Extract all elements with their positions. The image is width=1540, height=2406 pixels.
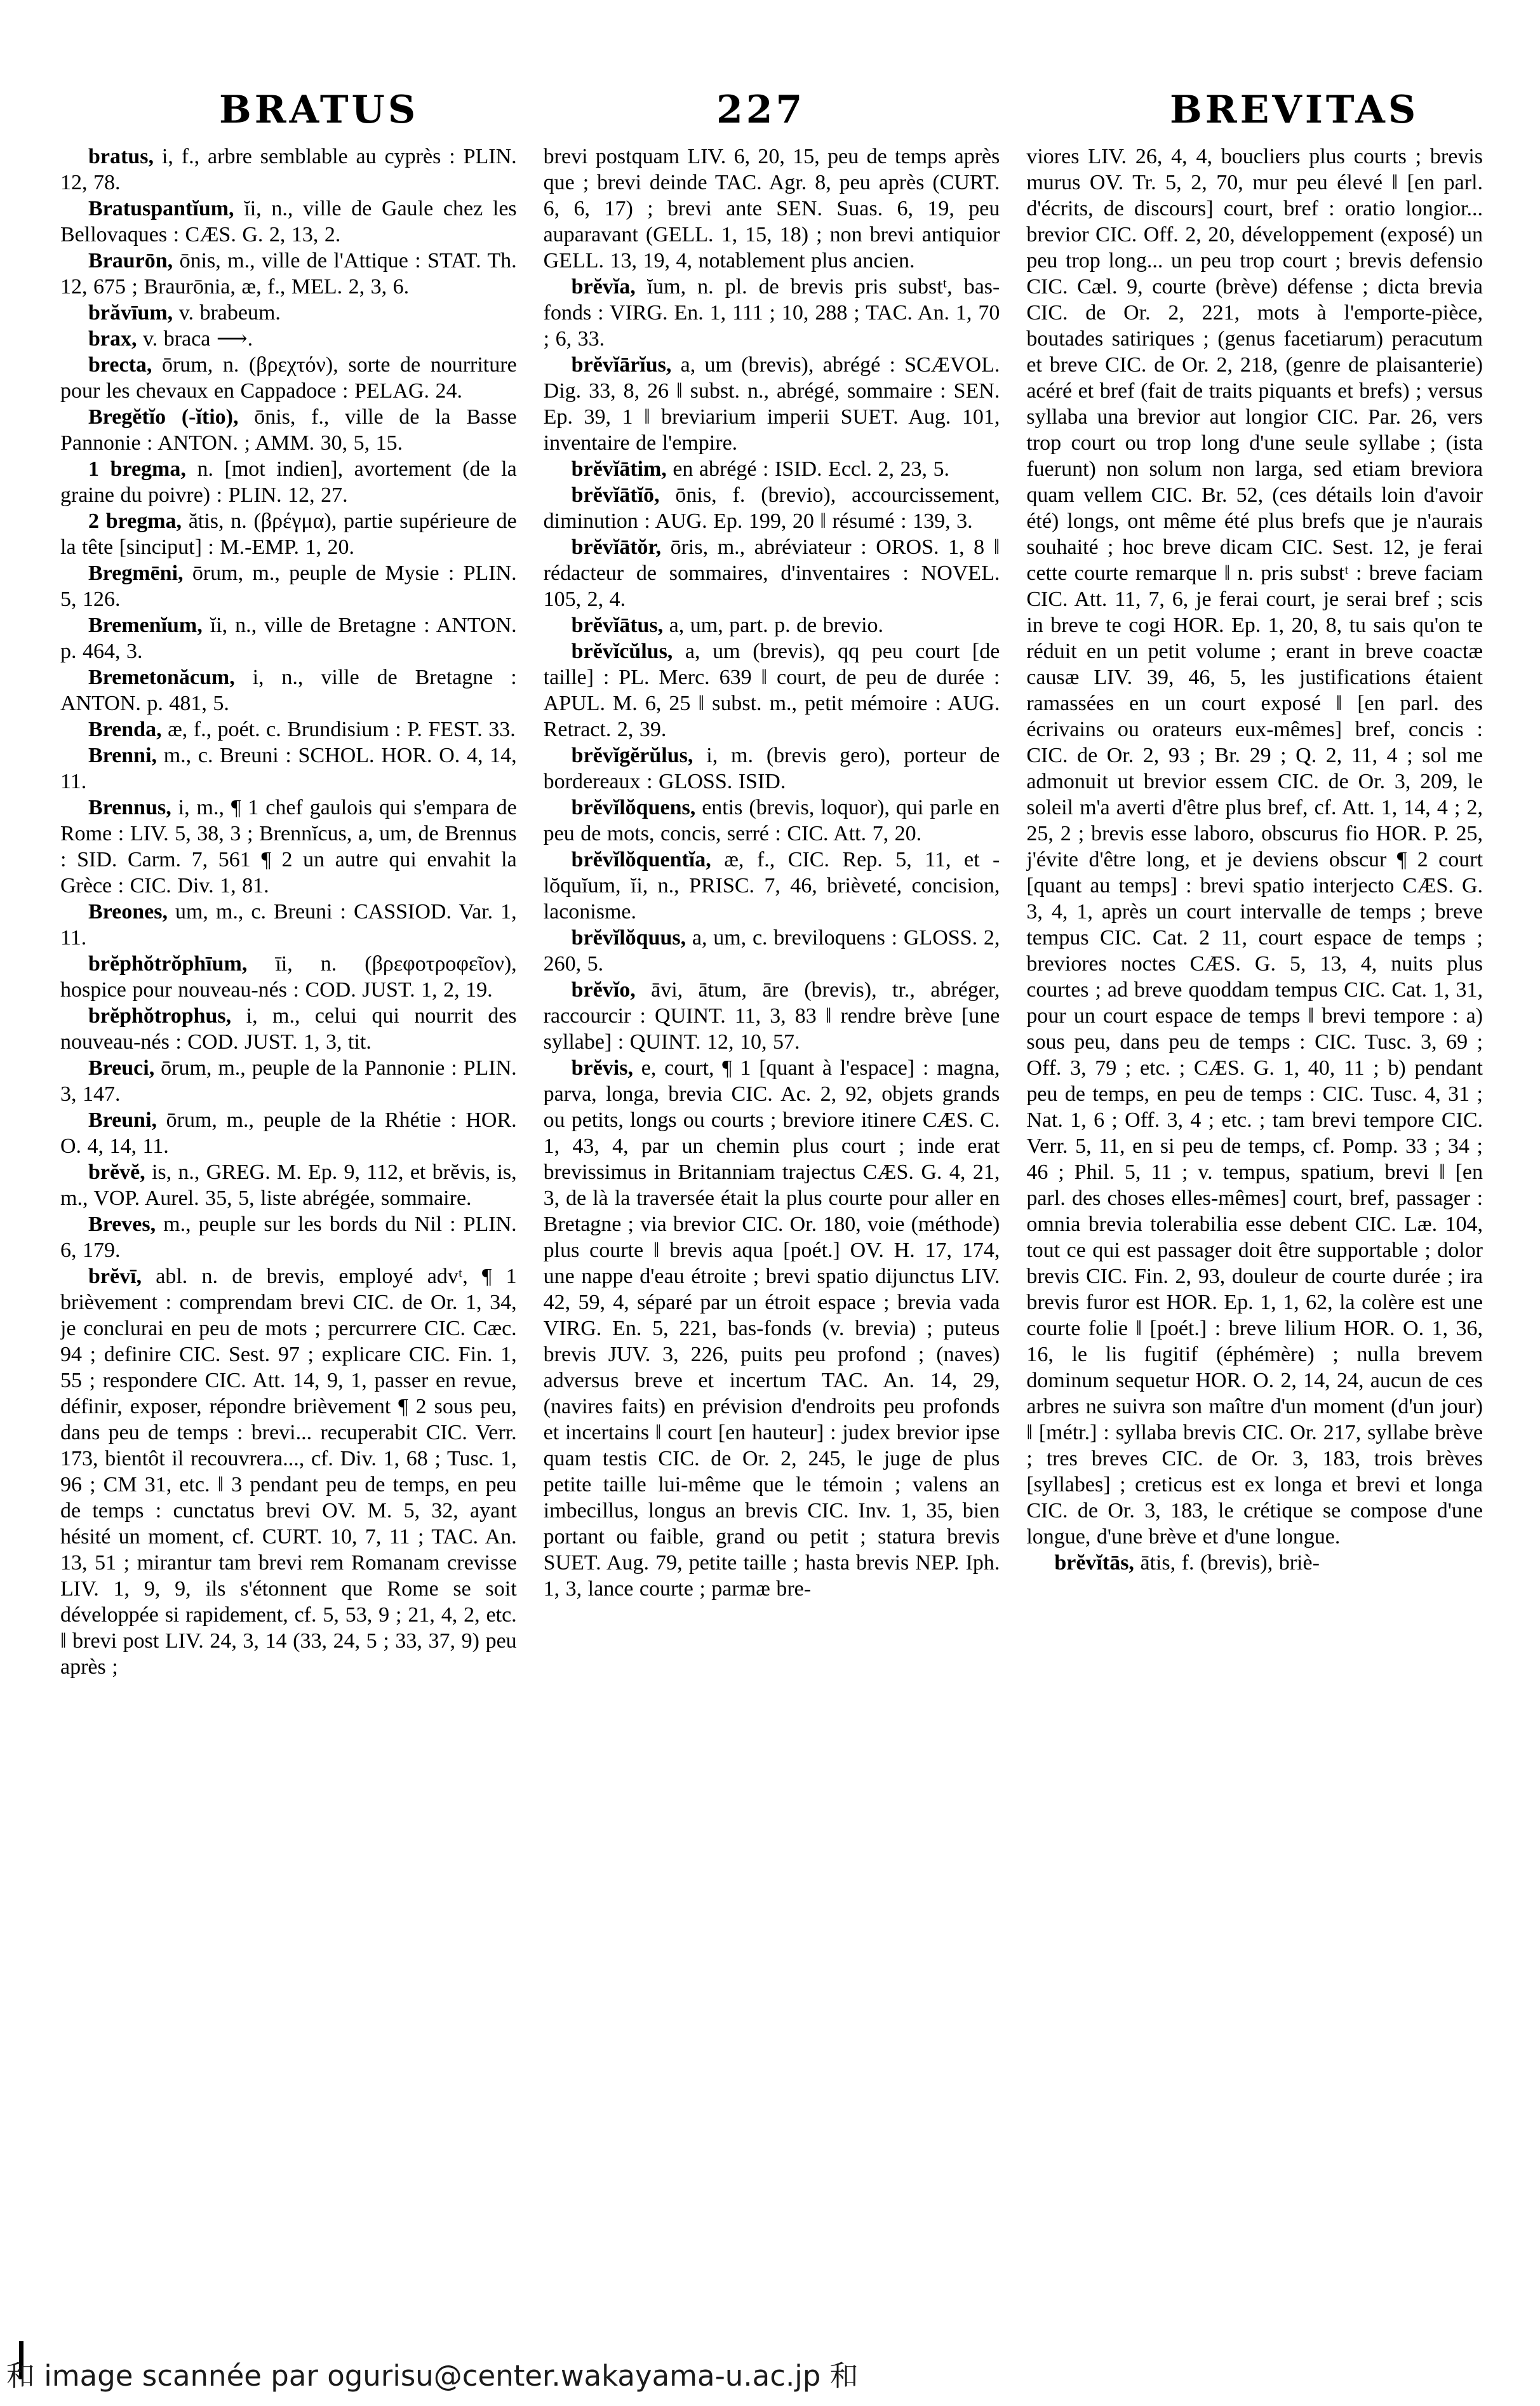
- entry-text: m., peuple sur les bords du Nil : PLIN. 6, 179.: [60, 1213, 517, 1262]
- dictionary-entry: [544, 352, 1000, 456]
- entry-headword: brĕvĭcŭlus,: [571, 640, 673, 663]
- entry-headword: brĕvĭātus,: [571, 614, 664, 637]
- entry-text: i, m. (brevis gero), porteur de bordereaux : GLOSS. ISID.: [543, 744, 1000, 793]
- entry-headword: brĕphŏtrophus,: [88, 1004, 232, 1028]
- column-3: [1026, 144, 1483, 2336]
- dictionary-entry: [60, 300, 517, 326]
- entry-headword: brĕvĭlŏquus,: [571, 926, 686, 950]
- entry-headword: brĕvĭātĭō,: [571, 483, 660, 507]
- dictionary-entry: [544, 638, 1000, 743]
- entry-headword: Bremetonăcum,: [88, 666, 235, 689]
- entry-text: ătis, n. (βρέγμα), partie supérieure de la tête [sinciput] : M.-EMP. 1, 20.: [60, 509, 517, 559]
- entry-headword: Bremenĭum,: [88, 614, 203, 637]
- dictionary-entry: [60, 248, 517, 300]
- entry-headword: Bregmēni,: [88, 561, 184, 585]
- entry-continuation: [544, 144, 1000, 274]
- entry-text: æ, f., CIC. Rep. 5, 11, et -lŏquĭum, ĭi, n., PRISC. 7, 46, brièveté, concision, laconisme.: [543, 848, 1000, 924]
- entry-text: ōrum, m., peuple de la Rhétie : HOR. O. 4, 14, 11.: [60, 1108, 517, 1158]
- entry-text: ĭum, n. pl. de brevis pris substᵗ, bas-fonds : VIRG. En. 1, 111 ; 10, 288 ; TAC. An. 1, 70 ; 6, 33.: [543, 275, 1000, 351]
- entry-text: a, um, c. breviloquens : GLOSS. 2, 260, 5.: [543, 926, 1000, 976]
- entry-headword: Brenni,: [88, 744, 157, 767]
- entry-headword: brĕvĭlŏquentĭa,: [571, 848, 711, 871]
- column-1: [60, 144, 517, 2336]
- entry-headword: brĕvĕ,: [88, 1160, 145, 1184]
- entry-headword: brĕvĭa,: [571, 275, 636, 299]
- dictionary-entry: [544, 534, 1000, 612]
- entry-headword: brĕvĭātŏr,: [571, 535, 662, 559]
- entry-headword: brĕvĭtās,: [1054, 1551, 1134, 1575]
- entry-headword: brĕvī,: [88, 1265, 142, 1288]
- dictionary-entry: [544, 482, 1000, 534]
- entry-headword: brĕvĭārĭus,: [571, 353, 672, 377]
- entry-text: i, m., celui qui nourrit des nouveau-nés : COD. JUST. 1, 3, tit.: [60, 1004, 517, 1054]
- entry-text: i, m., ¶ 1 chef gaulois qui s'empara de Rome : LIV. 5, 38, 3 ; Brennĭcus, a, um, de Brennus : SID. Carm. 7, 561 ¶ 2 un autre qui envahit la Grèce : CIC. Div. 1, 81.: [60, 796, 517, 897]
- entry-text: en abrégé : ISID. Eccl. 2, 23, 5.: [666, 457, 949, 481]
- dictionary-entry: [544, 274, 1000, 352]
- entry-text: i, f., arbre semblable au cyprès : PLIN. 12, 78.: [60, 145, 517, 194]
- entry-headword: Breones,: [88, 900, 168, 924]
- entry-text: īi, n. (βρεφοτροφεῖον), hospice pour nouveau-nés : COD. JUST. 1, 2, 19.: [60, 952, 517, 1002]
- entry-text: a, um (brevis), qq peu court [de taille] : PL. Merc. 639 ‖ court, de peu de durée : APUL. M. 6, 25 ‖ subst. m., petit mémoire : AUG. Retract. 2, 39.: [543, 640, 1000, 741]
- entry-text: entis (brevis, loquor), qui parle en peu de mots, concis, serré : CIC. Att. 7, 20.: [543, 796, 1000, 845]
- dictionary-entry: [544, 925, 1000, 977]
- entry-text: āvi, ātum, āre (brevis), tr., abréger, raccourcir : QUINT. 11, 3, 83 ‖ rendre brève [une syllabe] : QUINT. 12, 10, 57.: [543, 978, 1000, 1054]
- entry-text: i, n., ville de Bretagne : ANTON. p. 481, 5.: [60, 666, 517, 715]
- dictionary-entry: [60, 899, 517, 951]
- entry-text: ōrum, m., peuple de la Pannonie : PLIN. 3, 147.: [60, 1056, 517, 1106]
- dictionary-entry: [60, 326, 517, 352]
- dictionary-entry: [60, 664, 517, 716]
- entry-headword: brĕphŏtrŏphīum,: [88, 952, 248, 976]
- dictionary-entry: [60, 951, 517, 1003]
- dictionary-entry: [60, 560, 517, 612]
- dictionary-entry: [60, 1263, 517, 1680]
- entry-text: ātis, f. (brevis), briè-: [1134, 1551, 1320, 1575]
- text-columns: [60, 144, 1483, 2336]
- entry-headword: Breuci,: [88, 1056, 155, 1080]
- entry-text: ōnis, f. (brevio), accourcissement, diminution : AUG. Ep. 199, 20 ‖ résumé : 139, 3.: [543, 483, 1000, 533]
- entry-headword: brĕvĭo,: [571, 978, 636, 1002]
- dictionary-entry: [544, 456, 1000, 482]
- header-right-keyword: BREVITAS: [1170, 88, 1419, 132]
- dictionary-entry: [60, 456, 517, 508]
- column-2: [544, 144, 1000, 2336]
- entry-text: ōrum, n. (βρεχτόν), sorte de nourriture pour les chevaux en Cappadoce : PELAG. 24.: [60, 353, 517, 403]
- entry-headword: Bregĕtĭo (-ĭtio),: [88, 405, 239, 429]
- entry-text: ōnis, f., ville de la Basse Pannonie : ANTON. ; AMM. 30, 5, 15.: [60, 405, 517, 455]
- dictionary-entry: [544, 977, 1000, 1055]
- entry-headword: Brennus,: [88, 796, 171, 819]
- entry-continuation: [1026, 144, 1483, 1550]
- dictionary-entry: [60, 743, 517, 795]
- entry-text: v. braca ⟶.: [137, 327, 253, 351]
- entry-headword: Breves,: [88, 1213, 156, 1236]
- entry-headword: 1 bregma,: [88, 457, 186, 481]
- dictionary-entry: [60, 1003, 517, 1055]
- entry-headword: brĕvĭātim,: [571, 457, 667, 481]
- entry-text: is, n., GREG. M. Ep. 9, 112, et brĕvis, is, m., VOP. Aurel. 35, 5, liste abrégée, sommaire.: [60, 1160, 517, 1210]
- entry-headword: Brenda,: [88, 718, 162, 741]
- dictionary-entry: [544, 1055, 1000, 1602]
- entry-headword: Braurōn,: [88, 249, 173, 272]
- entry-text: ĭi, n., ville de Gaule chez les Bellovaques : CÆS. G. 2, 13, 2.: [60, 197, 517, 246]
- entry-headword: 2 bregma,: [88, 509, 182, 533]
- page-number: 227: [716, 88, 806, 132]
- entry-text: a, um, part. p. de brevio.: [663, 614, 884, 637]
- entry-text: brevi postquam LIV. 6, 20, 15, peu de temps après que ; brevi deinde TAC. Agr. 8, peu après (CURT. 6, 6, 17) ; brevi ante SEN. Suas. 6, 19, peu auparavant (GELL. 1, 15, 18) ; non brevi antiquior GELL. 13, 19, 4, notablement plus ancien.: [543, 145, 1000, 272]
- entry-text: m., c. Breuni : SCHOL. HOR. O. 4, 14, 11.: [60, 744, 517, 793]
- entry-text: e, court, ¶ 1 [quant à l'espace] : magna, parva, longa, brevia CIC. Ac. 2, 92, objets grands ou petits, longs ou courts ; breviore itinere CÆS. C. 1, 43, 4, par un chemin plus court ; inde erat brevissimus in Britanniam trajectus CÆS. G. 4, 21, 3, de là la traversée était la plus courte pour aller en Bretagne ; via brevior CIC. Or. 180, voie (méthode) plus courte ‖ brevis aqua [poét.] OV. H. 17, 174, une nappe d'eau étroite ; brevi spatio dijunctus LIV. 42, 59, 4, séparé par un étroit espace ; brevia vada VIRG. En. 5, 221, bas-fonds (v. brevia) ; puteus brevis JUV. 3, 226, puits peu profond ; (naves) adversus breve et incertum TAC. An. 14, 29, (navires faits) en prévision d'endroits peu profonds et incertains ‖ court [en hauteur] : judex brevior ipse quam testis CIC. de Or. 2, 245, le juge de plus petite taille lui-même que le témoin ; valens an imbecillus, longus an brevis CIC. Inv. 1, 35, bien portant ou faible, grand ou petit ; statura brevis SUET. Aug. 79, petite taille ; hasta brevis NEP. Iph. 1, 3, lance courte ; parmæ bre-: [543, 1056, 1000, 1601]
- dictionary-entry: [60, 1107, 517, 1159]
- entry-text: ĭi, n., ville de Bretagne : ANTON. p. 464, 3.: [60, 614, 517, 663]
- dictionary-entry: [60, 508, 517, 560]
- dictionary-entry: [60, 716, 517, 743]
- entry-text: n. [mot indien], avortement (de la graine du poivre) : PLIN. 12, 27.: [60, 457, 517, 507]
- entry-text: ōris, m., abréviateur : OROS. 1, 8 ‖ rédacteur de sommaires, d'inventaires : NOVEL. 105, 2, 4.: [543, 535, 1000, 611]
- dictionary-entry: [544, 795, 1000, 847]
- dictionary-entry: [60, 1211, 517, 1263]
- entry-headword: bratus,: [88, 145, 154, 168]
- entry-text: um, m., c. Breuni : CASSIOD. Var. 1, 11.: [60, 900, 517, 950]
- dictionary-entry: [60, 795, 517, 899]
- dictionary-entry: [544, 847, 1000, 925]
- entry-headword: brĕvĭgĕrŭlus,: [571, 744, 693, 767]
- entry-text: æ, f., poét. c. Brundisium : P. FEST. 33.: [161, 718, 516, 741]
- entry-headword: Breuni,: [88, 1108, 157, 1132]
- dictionary-entry: [60, 144, 517, 196]
- entry-text: ōrum, m., peuple de Mysie : PLIN. 5, 126.: [60, 561, 517, 611]
- entry-text: a, um (brevis), abrégé : SCÆVOL. Dig. 33, 8, 26 ‖ subst. n., abrégé, sommaire : SEN. Ep. 39, 1 ‖ breviarium imperii SUET. Aug. 101, inventaire de l'empire.: [543, 353, 1000, 455]
- dictionary-entry: [60, 196, 517, 248]
- entry-headword: brăvīum,: [88, 301, 173, 325]
- dictionary-entry: [544, 743, 1000, 795]
- entry-headword: brĕvĭlŏquens,: [571, 796, 696, 819]
- entry-headword: brecta,: [88, 353, 152, 377]
- dictionary-entry: [544, 612, 1000, 638]
- entry-headword: brĕvis,: [571, 1056, 633, 1080]
- scan-credit: 和 image scannée par ogurisu@center.wakayama-u.ac.jp 和: [6, 2359, 859, 2393]
- dictionary-entry: [60, 1159, 517, 1211]
- dictionary-entry: [60, 1055, 517, 1107]
- dictionary-entry: [60, 404, 517, 456]
- entry-text: v. brabeum.: [173, 301, 281, 325]
- entry-headword: Bratuspantĭum,: [88, 197, 234, 220]
- entry-text: abl. n. de brevis, employé advᵗ, ¶ 1 brièvement : comprendam brevi CIC. de Or. 1, 34, je conclurai en peu de mots ; percurrere CIC. Cæc. 94 ; definire CIC. Sest. 97 ; explicare CIC. Fin. 1, 55 ; respondere CIC. Att. 14, 9, 1, passer en revue, définir, exposer, répondre brièvement ¶ 2 sous peu, dans peu de temps : brevi... recuperabit CIC. Verr. 173, bientôt il recouvrera..., cf. Div. 1, 68 ; Tusc. 1, 96 ; CM 31, etc. ‖ 3 pendant peu de temps, en peu de temps : cunctatus brevi OV. M. 5, 32, ayant hésité un moment, cf. CURT. 10, 7, 11 ; TAC. An. 13, 51 ; mirantur tam brevi rem Romanam crevisse LIV. 1, 9, 9, ils s'étonnent que Rome se soit développée si rapidement, cf. 5, 53, 9 ; 21, 4, 2, etc. ‖ brevi post LIV. 24, 3, 14 (33, 24, 5 ; 33, 37, 9) peu après ;: [60, 1265, 517, 1679]
- dictionary-entry: [1026, 1550, 1483, 1576]
- dictionary-entry: [60, 612, 517, 664]
- entry-text: viores LIV. 26, 4, 4, boucliers plus courts ; brevis murus OV. Tr. 5, 2, 70, mur peu élevé ‖ [en parl. d'écrits, de discours] court, bref : oratio longior... brevior CIC. Off. 2, 20, développement (exposé) un peu trop long... un peu trop court ; brevis defensio CIC. Cæl. 9, courte (brève) défense ; dicta brevia CIC. de Or. 2, 221, mots à l'emporte-pièce, boutades satiriques ; (genus facetiarum) peracutum et breve CIC. de Or. 2, 218, (genre de plaisanterie) acéré et bref (fait de traits piquants et brefs) ; versus syllaba una brevior aut longior CIC. Par. 26, vers trop court ou trop long d'une seule syllabe ; (ista fuerunt) non solum non larga, sed etiam breviora quam vellem CIC. Br. 52, (ces détails loin d'avoir été) longs, ont même été plus brefs que je n'aurais souhaité ; hoc breve dicam CIC. Sest. 12, je ferai cette courte remarque ‖ n. pris substᵗ : breve faciam CIC. Att. 11, 7, 6, je ferai court, je serai bref ; scis in breve te cogi HOR. Ep. 1, 20, 8, tu sais qu'on te réduit en un petit volume ; erant in breve coactæ causæ LIV. 39, 46, 5, les justifications étaient ramassées en un court exposé ‖ [en parl. des écrivains ou orateurs eux-mêmes] bref, concis : CIC. de Or. 2, 93 ; Br. 29 ; Q. 2, 11, 4 ; sol me admonuit ut brevior essem CIC. de Or. 3, 209, le soleil m'a averti d'être plus bref, cf. Att. 1, 14, 4 ; 2, 25, 2 ; brevis esse laboro, obscurus fio HOR. P. 25, j'évite d'être long, et je deviens obscur ¶ 2 court [quant au temps] : brevi spatio interjecto CÆS. G. 3, 4, 1, après un court intervalle de temps ; breve tempus CIC. Cat. 2 11, court espace de temps ; breviores noctes CÆS. G. 5, 13, 4, nuits plus courtes ; ad breve quoddam tempus CIC. Cat. 1, 31, pour un court espace de temps ‖ brevi tempore : a) sous peu, dans peu de temps : CIC. Tusc. 3, 69 ; Off. 3, 79 ; etc. ; CÆS. G. 1, 40, 11 ; b) pendant peu de temps, en peu de temps : CIC. Tusc. 4, 31 ; Nat. 1, 6 ; Off. 3, 4 ; etc. ; tam brevi tempore CIC. Verr. 5, 11, en si peu de temps, cf. Pomp. 33 ; 34 ; 46 ; Phil. 5, 11 ; v. tempus, spatium, brevi ‖ [en parl. des choses elles-mêmes] court, bref, passager : omnia brevia tolerabilia esse debent CIC. Læ. 104, tout ce qui est passager doit être supportable ; dolor brevis CIC. Fin. 2, 93, douleur de courte durée ; ira brevis furor est HOR. Ep. 1, 1, 62, la colère est une courte folie ‖ [poét.] : breve lilium HOR. O. 1, 36, 16, le lis fugitif (éphémère) ; nulla brevem dominum sequetur HOR. O. 2, 14, 24, aucun de ces arbres ne suivra son maître d'un moment (d'un jour) ‖ [métr.] : syllaba brevis CIC. Or. 217, syllabe brève ; tres breves CIC. de Or. 3, 183, trois brèves [syllabes] ; creticus est ex longa et brevi et longa CIC. de Or. 3, 183, le crétique se compose d'une longue, d'une brève et d'une longue.: [1026, 145, 1483, 1549]
- entry-headword: brax,: [88, 327, 137, 351]
- dictionary-entry: [60, 352, 517, 404]
- header-left-keyword: BRATUS: [219, 88, 419, 132]
- entry-text: ōnis, m., ville de l'Attique : STAT. Th. 12, 675 ; Braurōnia, æ, f., MEL. 2, 3, 6.: [60, 249, 517, 299]
